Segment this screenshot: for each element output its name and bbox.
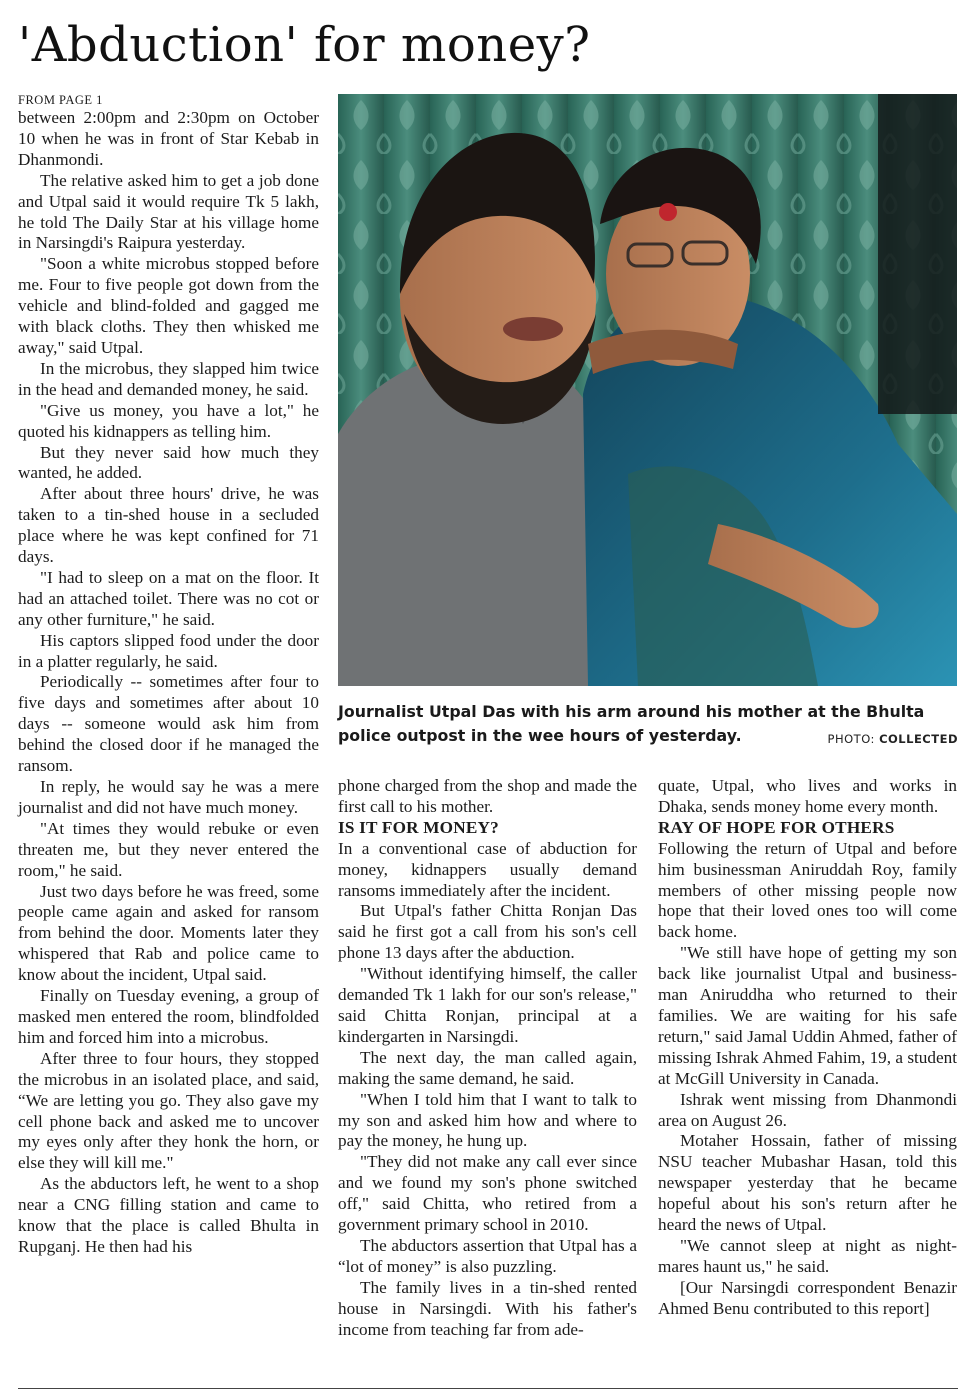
paragraph: Finally on Tuesday evening, a group of masked men entered the room, blindfolded him and forced him into a microbus. — [18, 986, 319, 1047]
jump-label: FROM PAGE 1 — [18, 93, 103, 107]
paragraph: Ishrak went missing from Dhanmondi area on August 26. — [658, 1089, 957, 1130]
paragraph: After three to four hours, they stopped the microbus in an isolated place, and said, “We are letting you go. They also gave my cell phone back and asked me to uncover my eyes only after they honk the horn, or else they will kill me." — [18, 1048, 319, 1173]
paragraph: The relative asked him to get a job done and Utpal said it would require Tk 5 lakh, he told The Daily Star at his village home in Narsingdi's Raipura yesterday. — [18, 170, 319, 253]
paragraph: The family lives in a tin-shed rented house in Narsingdi. With his father's income from teaching far from ade- — [338, 1277, 637, 1339]
photo-credit — [828, 732, 958, 746]
paragraph: "At times they would rebuke or even threaten me, but they never entered the room," he said. — [18, 818, 319, 880]
paragraph: "When I told him that I want to talk to my son and asked him how and where to pay the money, he hung up. — [338, 1089, 637, 1151]
photo-credit-value: COLLECTED — [879, 732, 958, 746]
paragraph: phone charged from the shop and made the first call to his mother. — [338, 776, 637, 816]
photo-credit-label: PHOTO: — [827, 732, 875, 746]
paragraph: The next day, the man called again, making the same demand, he said. — [338, 1047, 637, 1088]
paragraph: "Soon a white microbus stopped before me. Four to five people got down from the vehicle and blind-folded and gagged me with black cloths. They then whisked me away," said Utpal. — [18, 254, 319, 357]
paragraph: "Give us money, you have a lot," he quoted his kidnappers as telling him. — [18, 400, 319, 441]
paragraph: "We still have hope of getting my son back like journalist Utpal and business-man Aniruddha who returned to their families. We are waiting for his safe return," said Jamal Uddin Ahmed, father of missing Ishrak Ahmed Fahim, 19, a student at McGill University in Canada. — [658, 943, 957, 1088]
paragraph: After about three hours' drive, he was taken to a tin-shed house in a secluded place where he was kept confined for 71 days. — [18, 484, 319, 567]
paragraph: In a conventional case of abduction for money, kidnappers usually demand ransoms immediately after the incident. — [338, 838, 637, 900]
paragraph: "Without identifying himself, the caller demanded Tk 1 lakh for our son's release," said Chitta Ronjan, principal at a kindergarten in Narsingdi. — [338, 964, 637, 1046]
paragraph: But they never said how much they wanted, he added. — [18, 442, 319, 483]
photo-illustration — [338, 94, 957, 686]
paragraph: Following the return of Utpal and before him businessman Aniruddah Roy, family members of other missing people now hope that their loved ones too will come back home. — [658, 838, 957, 942]
paragraph: [Our Narsingdi correspondent Benazir Ahmed Benu contributed to this report] — [658, 1277, 957, 1318]
paragraph: quate, Utpal, who lives and works in Dhaka, sends money home every month. — [658, 776, 957, 816]
paragraph: The abductors assertion that Utpal has a “lot of money” is also puzzling. — [338, 1235, 637, 1276]
paragraph: Motaher Hossain, father of missing NSU teacher Mubashar Hasan, told this newspaper yesterday that he became hopeful about his son's return after he heard the news of Utpal. — [658, 1131, 957, 1235]
article-column-3 — [658, 776, 957, 1320]
paragraph: "I had to sleep on a mat on the floor. It had an attached toilet. There was no cot or any other furniture," he said. — [18, 567, 319, 629]
paragraph: But Utpal's father Chitta Ronjan Das said he first got a call from his son's cell phone 13 days after the abduction. — [338, 901, 637, 963]
paragraph: "We cannot sleep at night as night-mares haunt us," he said. — [658, 1235, 957, 1276]
subheading: IS IT FOR MONEY? — [338, 817, 499, 837]
paragraph: In the microbus, they slapped him twice in the head and demanded money, he said. — [18, 358, 319, 399]
article-column-1 — [18, 92, 319, 1258]
paragraph: His captors slipped food under the door in a platter regularly, he said. — [18, 630, 319, 671]
paragraph: In reply, he would say he was a mere journalist and did not have much money. — [18, 777, 319, 817]
article-column-2 — [338, 776, 637, 1340]
subheading: RAY OF HOPE FOR OTHERS — [658, 817, 895, 837]
paragraph: Just two days before he was freed, some people came again and asked for ransom from behind the door. Moments later they whispered that Rab and police came to know about the incident, Utpal said. — [18, 881, 319, 985]
paragraph: Periodically -- sometimes after four to five days and sometimes after about 10 days -- someone would ask him from behind the closed door if he managed the ransom. — [18, 672, 319, 776]
paragraph: "They did not make any call ever since and we found my son's phone switched off," said Chitta, who retired from a government primary school in 2010. — [338, 1152, 637, 1235]
paragraph: between 2:00pm and 2:30pm on October 10 when he was in front of Star Kebab in Dhanmondi. — [18, 108, 319, 169]
paragraph: As the abductors left, he went to a shop near a CNG filling station and came to know that the place is called Bhulta in Rupganj. He then had his — [18, 1174, 319, 1256]
news-photo — [338, 94, 957, 686]
bottom-rule — [18, 1388, 958, 1389]
photo-caption: Journalist Utpal Das with his arm around his mother at the Bhulta police outpost in the wee hours of yesterday. — [338, 702, 925, 745]
headline: 'Abduction' for money? — [18, 17, 591, 73]
